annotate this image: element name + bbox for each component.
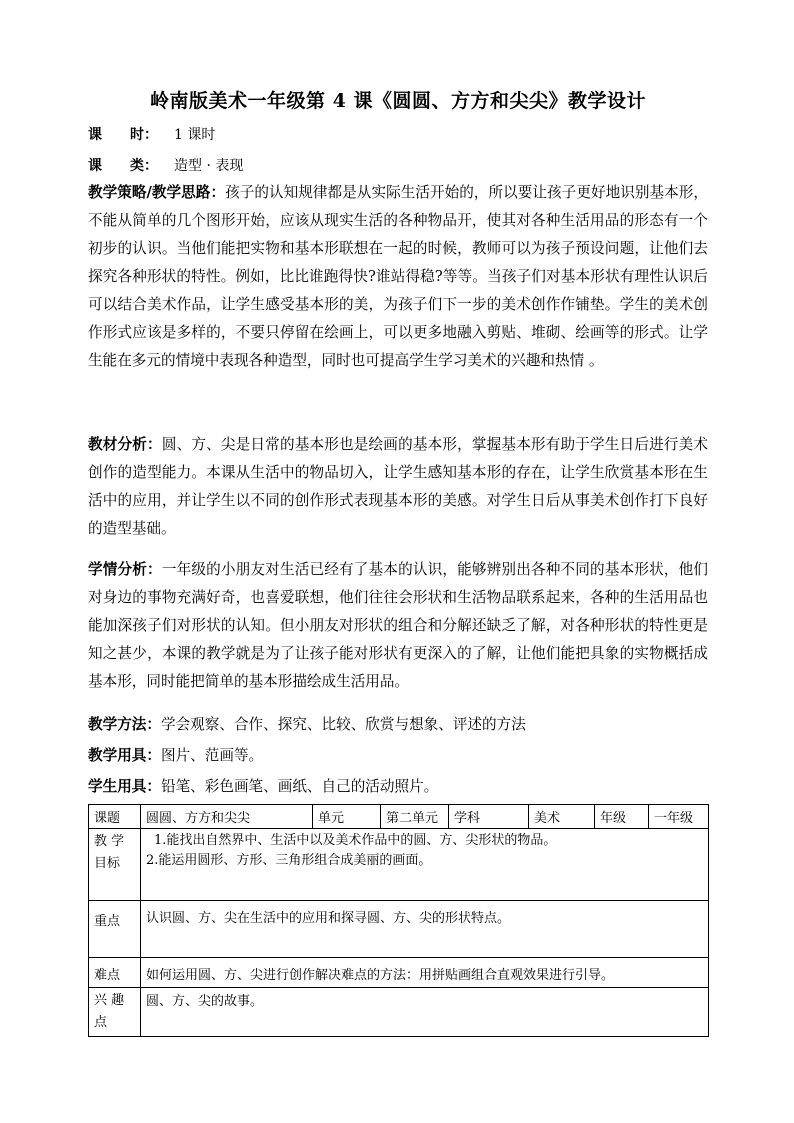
strategy-label: 教学策略/教学思路： (88, 184, 226, 201)
method-label: 教学方法： (88, 716, 161, 733)
hours-label: 课 时： (88, 127, 158, 143)
cell-subject-value: 圆圆、方方和尖尖 (141, 805, 313, 829)
type-value: 造型 · 表现 (174, 158, 244, 174)
student-tools-text: 铅笔、彩色画笔、画纸、自己的活动照片。 (160, 778, 439, 795)
tools-text: 图片、范画等。 (160, 747, 264, 764)
table-row-interest (89, 988, 709, 1037)
tools-label: 教学用具： (88, 747, 161, 764)
cell-difficulty-content: 如何运用圆、方、尖进行创作解决难点的方法：用拼贴画组合直观效果进行引导。 (141, 958, 709, 988)
strategy-text: 孩子的认知规律都是从实际生活开始的，所以要让孩子更好地识别基本形，不能从简单的几个图形开始，应该从现实生活的各种物品开，使其对各种生活用品的形态有一个初步的认识。当他们能把实物和基本形联想在一起的时候，教师可以为孩子预设问题，让他们去探究各种形状的特性。例如，比比谁跑得快?谁站得稳?等等。当孩子们对基本形状有理性认识后可以结合美术作品，让学生感受基本形的美，为孩子们下一步的美术创作作铺垫。学生的美术创作形式应该是多样的，不要只停留在绘画上，可以更多地融入剪贴、堆砌、绘画等的形式。让学生能在多元的情境中表现各种造型，同时也可提高学生学习美术的兴趣和热情 。 (88, 184, 708, 369)
goal-item: 2.能运用圆形、方形、三角形组合成美丽的画面。 (146, 853, 432, 868)
cell-subject-label: 课题 (89, 805, 141, 829)
method-text: 学会观察、合作、探究、比较、欣赏与想象、评述的方法 (160, 716, 526, 733)
table-row-header (89, 805, 709, 829)
table-row-difficulty (89, 958, 709, 988)
hours-value: 1 课时 (174, 127, 216, 143)
type-line (88, 155, 243, 175)
table-row-goals (89, 829, 709, 901)
cell-difficulty-label: 难点 (89, 958, 141, 988)
lesson-table (88, 804, 709, 1037)
cell-discipline-value: 美术 (529, 805, 595, 829)
students-label: 学情分析： (88, 561, 162, 578)
cell-key-content: 认识圆、方、尖在生活中的应用和探寻圆、方、尖的形状特点。 (141, 901, 709, 958)
cell-unit-label: 单元 (313, 805, 381, 829)
students-text: 一年级的小朋友对生活已经有了基本的认识，能够辨别出各种不同的基本形状，他们对身边的事物充满好奇，也喜爱联想，他们往往会形状和生活物品联系起来，各种的生活用品也能加深孩子们对形状的认知。但小朋友对形状的组合和分解还缺乏了解，对各种形状的特性更是知之甚少，本课的教学就是为了让孩子能对形状有更深入的了解，让他们能把具象的实物概括成基本形，同时能把简单的基本形描绘成生活用品。 (88, 561, 708, 690)
cell-discipline-label: 学科 (449, 805, 529, 829)
tools-section (88, 742, 708, 770)
cell-key-label: 重点 (89, 901, 141, 958)
hours-line (88, 124, 215, 144)
material-text: 圆、方、尖是日常的基本形也是绘画的基本形，掌握基本形有助于学生日后进行美术创作的造型能力。本课从生活中的物品切入，让学生感知基本形的存在，让学生欣赏基本形在生活中的应用，并让学生以不同的创作形式表现基本形的美感。对学生日后从事美术创作打下良好的造型基础。 (88, 436, 708, 537)
student-tools-section (88, 773, 708, 801)
cell-unit-value: 第二单元 (381, 805, 449, 829)
cell-grade-label: 年级 (595, 805, 649, 829)
goal-item: 1.能找出自然界中、生活中以及美术作品中的圆、方、尖形状的物品。 (154, 833, 557, 848)
table-row-key (89, 901, 709, 958)
cell-interest-content: 圆、方、尖的故事。 (141, 988, 709, 1037)
cell-goals-content (141, 829, 709, 901)
material-section (88, 431, 708, 543)
students-section (88, 556, 708, 696)
cell-grade-value: 一年级 (649, 805, 709, 829)
document-title: 岭南版美术一年级第 4 课《圆圆、方方和尖尖》教学设计 (150, 90, 646, 112)
student-tools-label: 学生用具： (88, 778, 161, 795)
material-label: 教材分析： (88, 436, 162, 453)
strategy-section (88, 179, 708, 375)
cell-goals-label: 教 学 目标 (89, 829, 141, 901)
method-section (88, 711, 708, 739)
type-label: 课 类： (88, 158, 158, 174)
cell-interest-label: 兴 趣 点 (89, 988, 141, 1037)
